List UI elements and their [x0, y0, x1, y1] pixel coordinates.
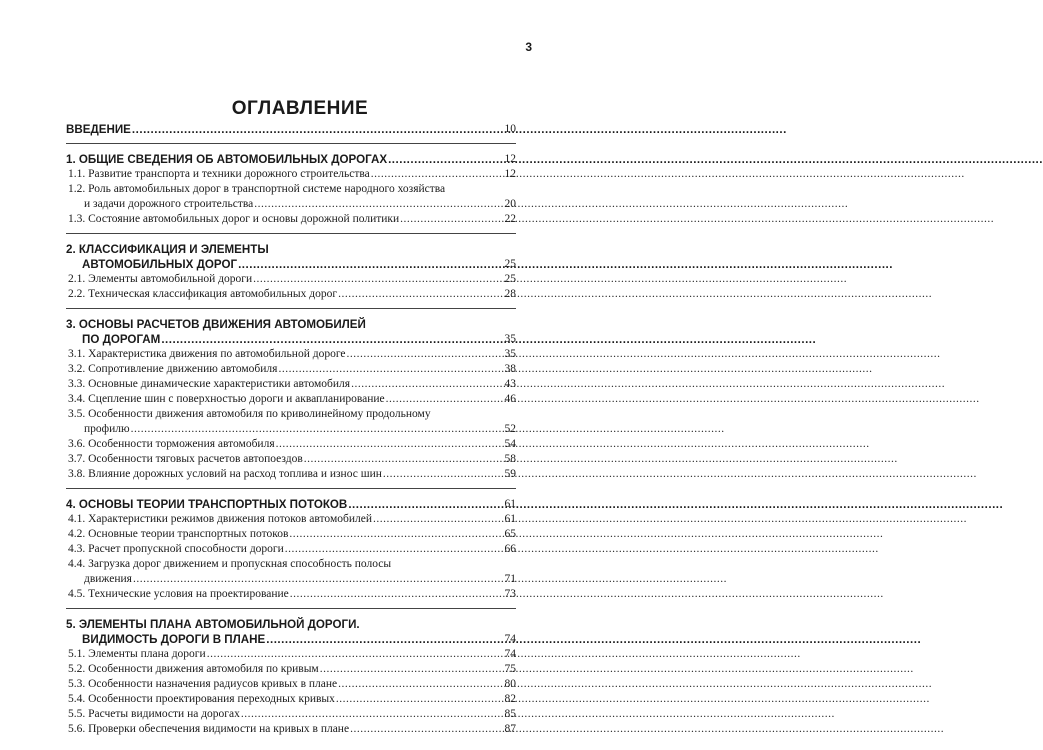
dot-leader	[253, 272, 503, 287]
toc-entry-first-line: 1.2. Роль автомобильных дорог в транспортной системе народного хозяйства	[68, 183, 446, 195]
toc-entry	[66, 677, 516, 692]
toc-entry-label: 4.1. Характеристики режимов движения потоков автомобилей	[68, 513, 372, 525]
toc-entry-page: 20	[504, 198, 516, 210]
section-heading-label: 4. ОСНОВЫ ТЕОРИИ ТРАНСПОРТНЫХ ПОТОКОВ	[66, 498, 348, 511]
dot-leader	[338, 287, 503, 302]
section-heading	[66, 152, 516, 167]
toc-entry-label: 3.8. Влияние дорожных условий на расход топлива и износ шин	[68, 468, 382, 480]
toc-entry	[66, 422, 516, 437]
dot-leader	[338, 677, 503, 692]
toc-entry	[66, 662, 516, 677]
toc-entry-label: 2.1. Элементы автомобильной дороги	[68, 273, 253, 285]
toc-entry-page: 52	[504, 423, 516, 435]
toc-entry-page: 58	[504, 453, 516, 465]
dot-leader	[386, 392, 504, 407]
section-heading	[66, 497, 516, 512]
toc-entry	[66, 692, 516, 707]
dot-leader	[371, 167, 504, 182]
toc-entry	[66, 587, 516, 602]
dot-leader	[289, 527, 503, 542]
dot-leader	[347, 347, 504, 362]
section-heading-page: 25	[504, 258, 516, 270]
toc-section-3	[66, 308, 516, 482]
toc-entry-page: 85	[504, 708, 516, 720]
toc-entry-label: 3.3. Основные динамические характеристики автомобиля	[68, 378, 351, 390]
toc-entry-page: 82	[504, 693, 516, 705]
toc-entry-label: 3.6. Особенности торможения автомобиля	[68, 438, 275, 450]
toc-entry-label: 4.2. Основные теории транспортных потоков	[68, 528, 289, 540]
dot-leader	[131, 422, 504, 437]
dot-leader	[351, 377, 503, 392]
toc-entry	[66, 197, 516, 212]
toc-entry	[66, 287, 516, 302]
dot-leader	[266, 632, 503, 647]
toc-entry-page: 80	[504, 678, 516, 690]
section-heading-label: ПО ДОРОГАМ	[82, 333, 161, 346]
toc-entry-label: 5.6. Проверки обеспечения видимости на кривых в плане	[68, 723, 350, 735]
dot-leader	[161, 332, 503, 347]
toc-entry-label: 5.3. Особенности назначения радиусов кривых в плане	[68, 678, 338, 690]
dot-leader	[207, 647, 504, 662]
toc-entry-label: 3.4. Сцепление шин с поверхностью дороги и аквапланирование	[68, 393, 385, 405]
section-heading	[66, 257, 516, 272]
section-heading	[66, 632, 516, 647]
toc-entry	[66, 467, 516, 482]
toc-entry-label: 5.4. Особенности проектирования переходных кривых	[68, 693, 335, 705]
toc-entry-label: 3.1. Характеристика движения по автомобильной дороге	[68, 348, 346, 360]
dot-leader	[350, 722, 503, 737]
table-of-contents	[66, 122, 516, 737]
dot-leader	[285, 542, 504, 557]
toc-intro-page: 10	[504, 123, 516, 135]
page-number: 3	[525, 40, 532, 54]
toc-entry-page: 25	[504, 273, 516, 285]
toc-entry-label: 5.5. Расчеты видимости на дорогах	[68, 708, 240, 720]
dot-leader	[400, 212, 503, 227]
toc-section-1	[66, 143, 516, 227]
section-heading-line1: 3. ОСНОВЫ РАСЧЕТОВ ДВИЖЕНИЯ АВТОМОБИЛЕЙ	[66, 318, 366, 331]
toc-entry	[66, 347, 516, 362]
toc-entry-label: профилю	[84, 423, 130, 435]
toc-entry	[66, 272, 516, 287]
section-heading-label: 1. ОБЩИЕ СВЕДЕНИЯ ОБ АВТОМОБИЛЬНЫХ ДОРОГАХ	[66, 153, 388, 166]
dot-leader	[254, 197, 503, 212]
toc-entry-label: 4.5. Технические условия на проектирование	[68, 588, 289, 600]
toc-entry	[66, 707, 516, 722]
toc-entry-page: 73	[504, 588, 516, 600]
dot-leader	[278, 362, 503, 377]
toc-entry-label: 2.2. Техническая классификация автомобильных дорог	[68, 288, 338, 300]
toc-entry-page: 74	[504, 648, 516, 660]
dot-leader	[388, 152, 503, 167]
toc-entry	[66, 527, 516, 542]
toc-section-5	[66, 608, 516, 737]
section-heading-page: 12	[504, 153, 516, 165]
toc-entry-page: 46	[504, 393, 516, 405]
page-title: ОГЛАВЛЕНИЕ	[231, 98, 369, 119]
toc-entry-page: 12	[504, 168, 516, 180]
toc-intro-label: ВВЕДЕНИЕ	[66, 123, 131, 136]
toc-entry-page: 54	[504, 438, 516, 450]
dot-leader	[373, 512, 504, 527]
toc-entry-label: движения	[84, 573, 132, 585]
section-heading-page: 61	[504, 498, 516, 510]
section-heading-line1: 5. ЭЛЕМЕНТЫ ПЛАНА АВТОМОБИЛЬНОЙ ДОРОГИ.	[66, 618, 360, 631]
toc-entry-label: 3.7. Особенности тяговых расчетов автопоездов	[68, 453, 303, 465]
toc-entry	[66, 572, 516, 587]
toc-entry	[66, 452, 516, 467]
toc-entry-page: 71	[504, 573, 516, 585]
section-heading-page: 35	[504, 333, 516, 345]
section-heading-label: АВТОМОБИЛЬНЫХ ДОРОГ	[82, 258, 238, 271]
dot-leader	[238, 257, 503, 272]
section-heading-page: 74	[504, 633, 516, 645]
dot-leader	[383, 467, 504, 482]
dot-leader	[304, 452, 504, 467]
toc-entry	[66, 542, 516, 557]
section-heading	[66, 332, 516, 347]
toc-entry	[66, 212, 516, 227]
toc-entry-page: 66	[504, 543, 516, 555]
toc-entry	[66, 362, 516, 377]
toc-entry	[66, 377, 516, 392]
dot-leader	[348, 497, 503, 512]
toc-entry	[66, 167, 516, 182]
toc-entry-page: 35	[504, 348, 516, 360]
toc-entry-page: 87	[504, 723, 516, 735]
toc-entry-page: 38	[504, 363, 516, 375]
toc-entry-label: 5.2. Особенности движения автомобиля по кривым	[68, 663, 319, 675]
toc-section-2	[66, 233, 516, 302]
toc-entry-page: 22	[504, 213, 516, 225]
toc-entry-page: 61	[504, 513, 516, 525]
toc-entry-label: и задачи дорожного строительства	[84, 198, 254, 210]
toc-entry-page: 75	[504, 663, 516, 675]
dot-leader	[133, 572, 504, 587]
dot-leader	[132, 122, 504, 137]
toc-entry-label: 1.3. Состояние автомобильных дорог и основы дорожной политики	[68, 213, 400, 225]
dot-leader	[241, 707, 504, 722]
toc-entry	[66, 647, 516, 662]
dot-leader	[336, 692, 504, 707]
toc-entry-label: 3.2. Сопротивление движению автомобиля	[68, 363, 278, 375]
toc-entry-page: 59	[504, 468, 516, 480]
toc-entry	[66, 512, 516, 527]
toc-entry-first-line: 4.4. Загрузка дорог движением и пропускная способность полосы	[68, 558, 392, 570]
toc-entry	[66, 437, 516, 452]
toc-entry-label: 4.3. Расчет пропускной способности дороги	[68, 543, 284, 555]
toc-entry-page: 65	[504, 528, 516, 540]
toc-entry-first-line: 3.5. Особенности движения автомобиля по криволинейному продольному	[68, 408, 431, 420]
toc-entry	[66, 722, 516, 737]
section-heading-line1: 2. КЛАССИФИКАЦИЯ И ЭЛЕМЕНТЫ	[66, 243, 269, 256]
dot-leader	[320, 662, 504, 677]
toc-entry-page: 28	[504, 288, 516, 300]
toc-entry-label: 1.1. Развитие транспорта и техники дорожного строительства	[68, 168, 370, 180]
toc-entry	[66, 392, 516, 407]
toc-entry-label: 5.1. Элементы плана дороги	[68, 648, 206, 660]
dot-leader	[276, 437, 504, 452]
dot-leader	[290, 587, 504, 602]
section-heading-label: ВИДИМОСТЬ ДОРОГИ В ПЛАНЕ	[82, 633, 266, 646]
toc-intro	[66, 122, 516, 137]
toc-section-4	[66, 488, 516, 602]
toc-entry-page: 43	[504, 378, 516, 390]
